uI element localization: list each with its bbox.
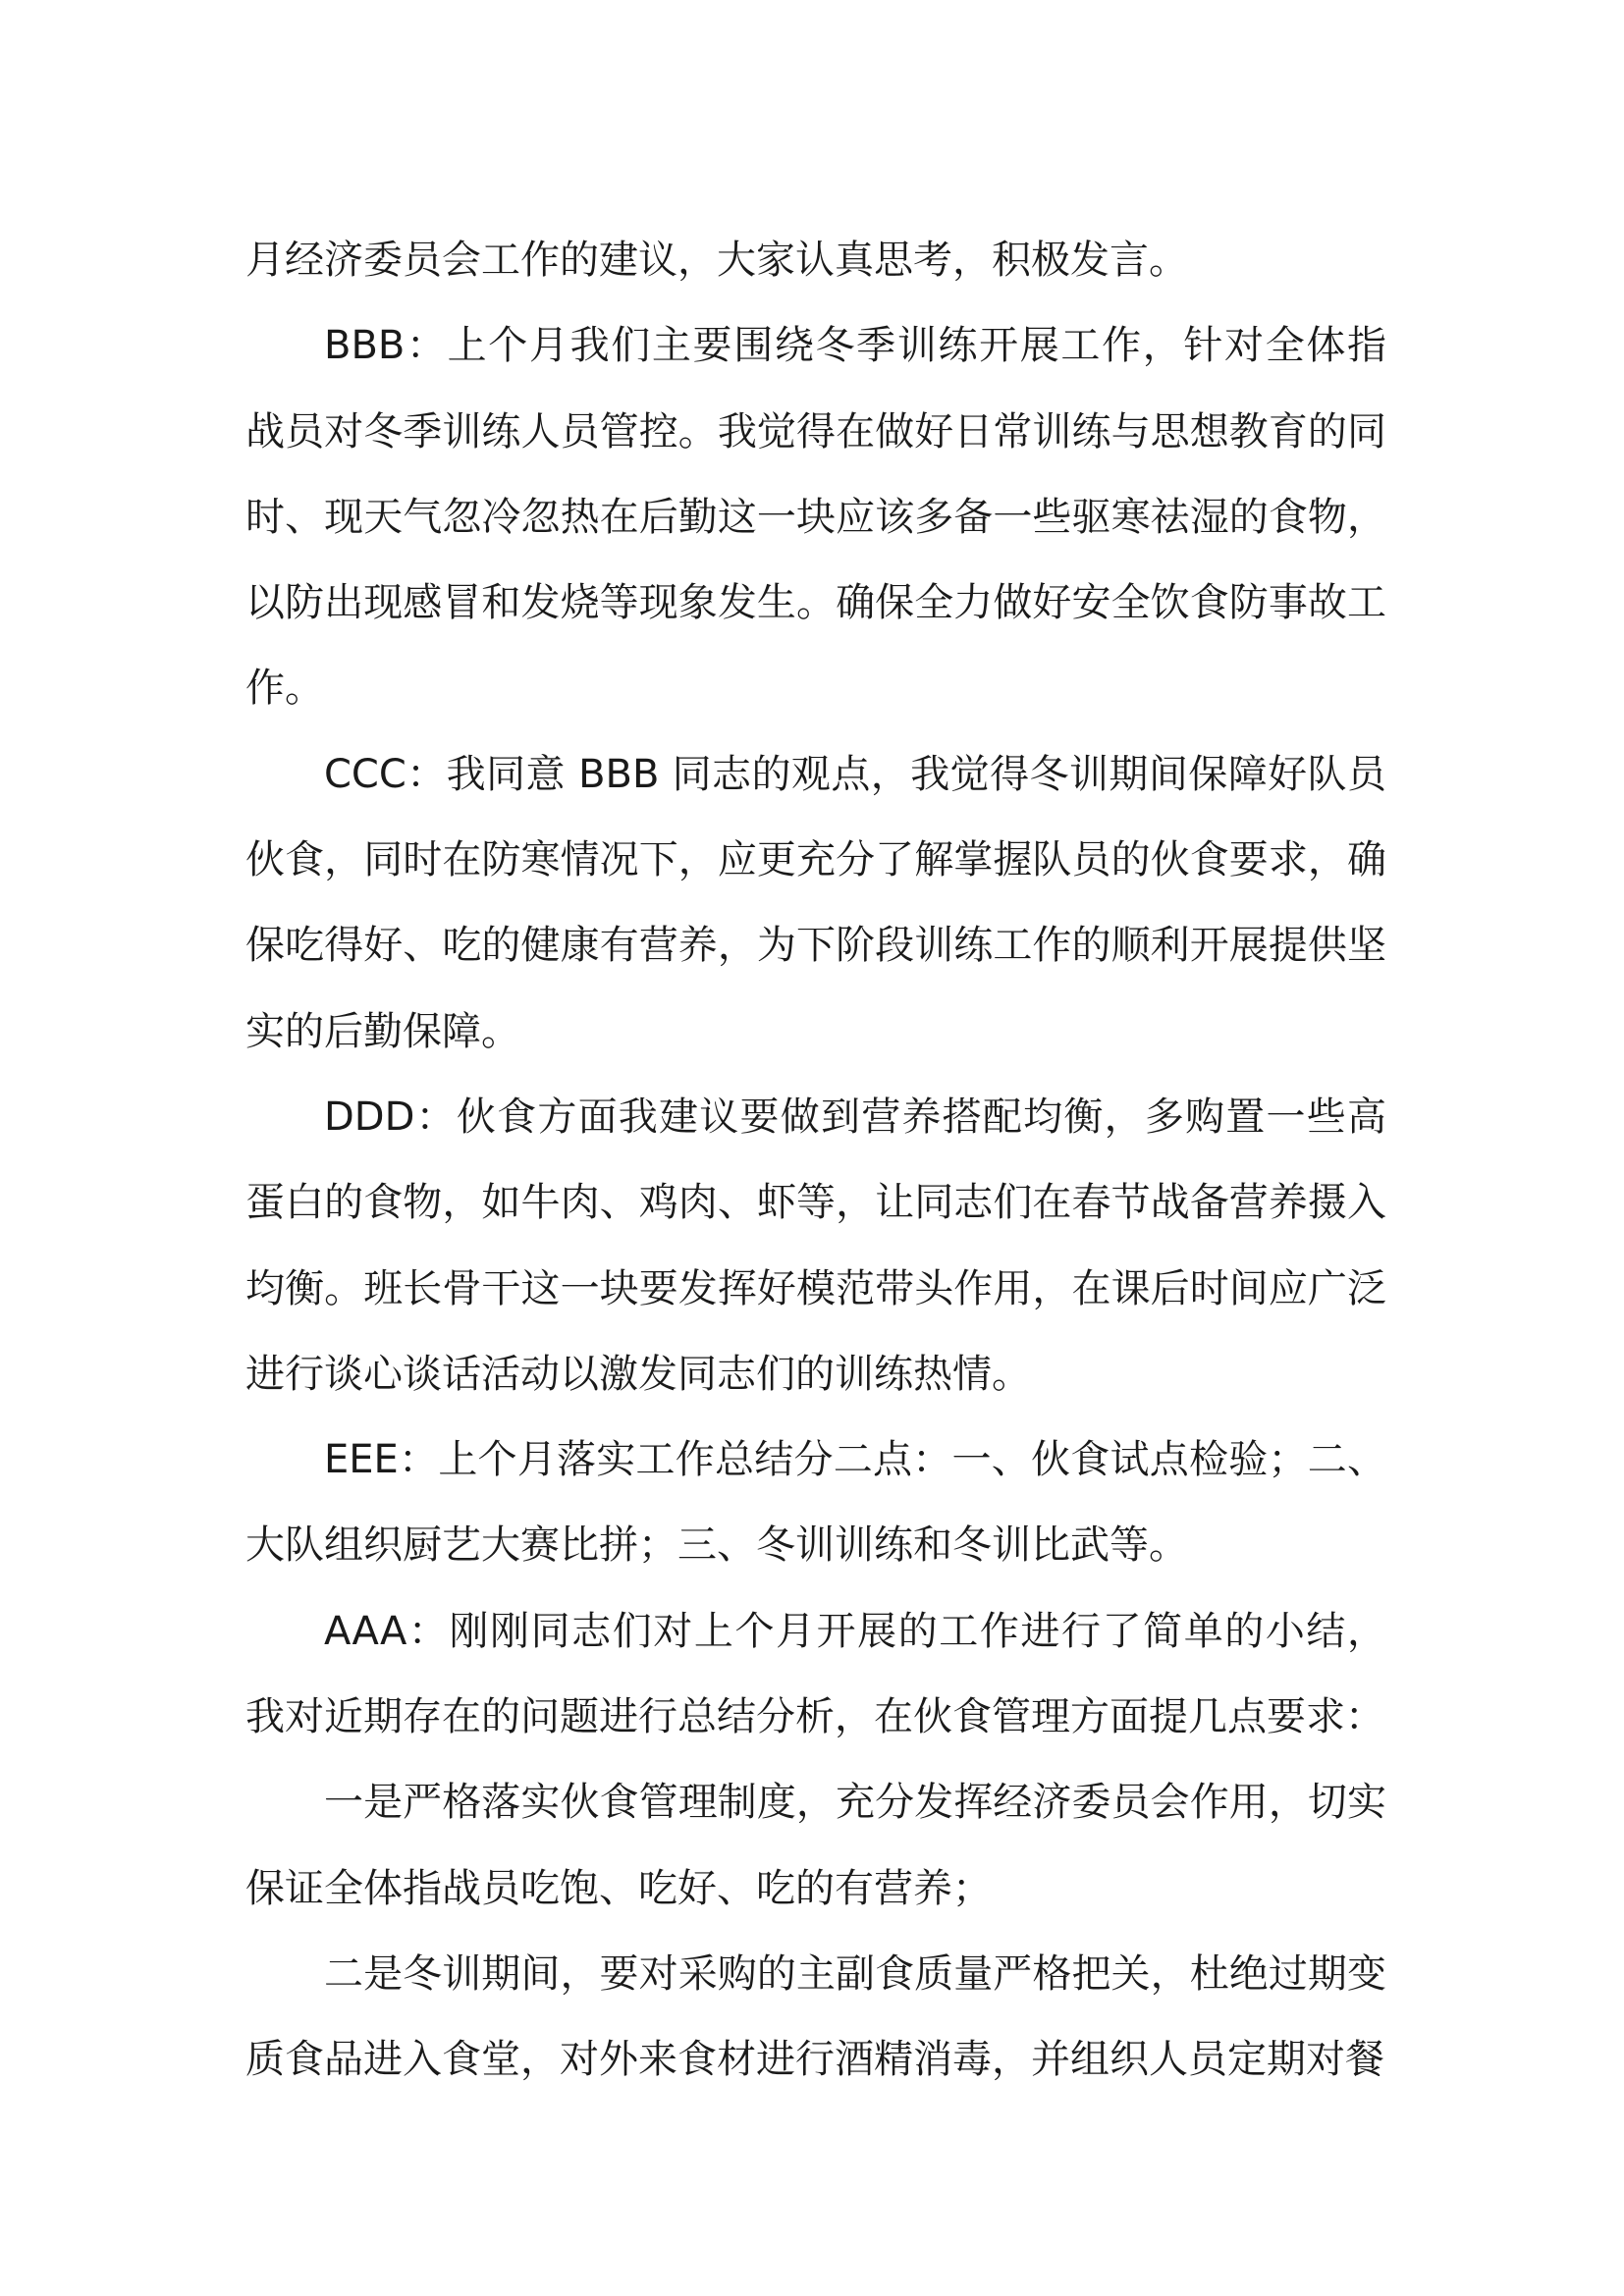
paragraph-requirement-1: 一是严格落实伙食管理制度，充分发挥经济委员会作用，切实保证全体指战员吃饱、吃好、吃的有营养； [245,1780,1386,1911]
paragraph-ddd: DDD：伙食方面我建议要做到营养搭配均衡，多购置一些高蛋白的食物，如牛肉、鸡肉、虾等，让同志们在春节战备营养摄入均衡。班长骨干这一块要发挥好模范带头作用，在课后时间应广泛进行谈心谈话活动以激发同志们的训练热情。 [245,1094,1386,1397]
paragraph-bbb: BBB：上个月我们主要围绕冬季训练开展工作，针对全体指战员对冬季训练人员管控。我觉得在做好日常训练与思想教育的同时、现天气忽冷忽热在后勤这一块应该多备一些驱寒祛湿的食物，以防出现感冒和发烧等现象发生。确保全力做好安全饮食防事故工作。 [245,323,1386,712]
document-page [245,218,1386,2104]
paragraph-ccc: CCC：我同意 BBB 同志的观点，我觉得冬训期间保障好队员伙食，同时在防寒情况下，应更充分了解掌握队员的伙食要求，确保吃得好、吃的健康有营养，为下阶段训练工作的顺利开展提供坚实的后勤保障。 [245,751,1386,1054]
paragraph-continuation: 月经济委员会工作的建议，大家认真思考，积极发言。 [245,238,1188,283]
paragraph-requirement-2: 二是冬训期间，要对采购的主副食质量严格把关，杜绝过期变质食品进入食堂，对外来食材进行酒精消毒，并组织人员定期对餐 [245,1950,1386,2083]
paragraph-eee: EEE：上个月落实工作总结分二点：一、伙食试点检验；二、大队组织厨艺大赛比拼；三、冬训训练和冬训比武等。 [245,1437,1386,1569]
paragraph-aaa: AAA：刚刚同志们对上个月开展的工作进行了简单的小结，我对近期存在的问题进行总结分析，在伙食管理方面提几点要求： [245,1608,1386,1740]
